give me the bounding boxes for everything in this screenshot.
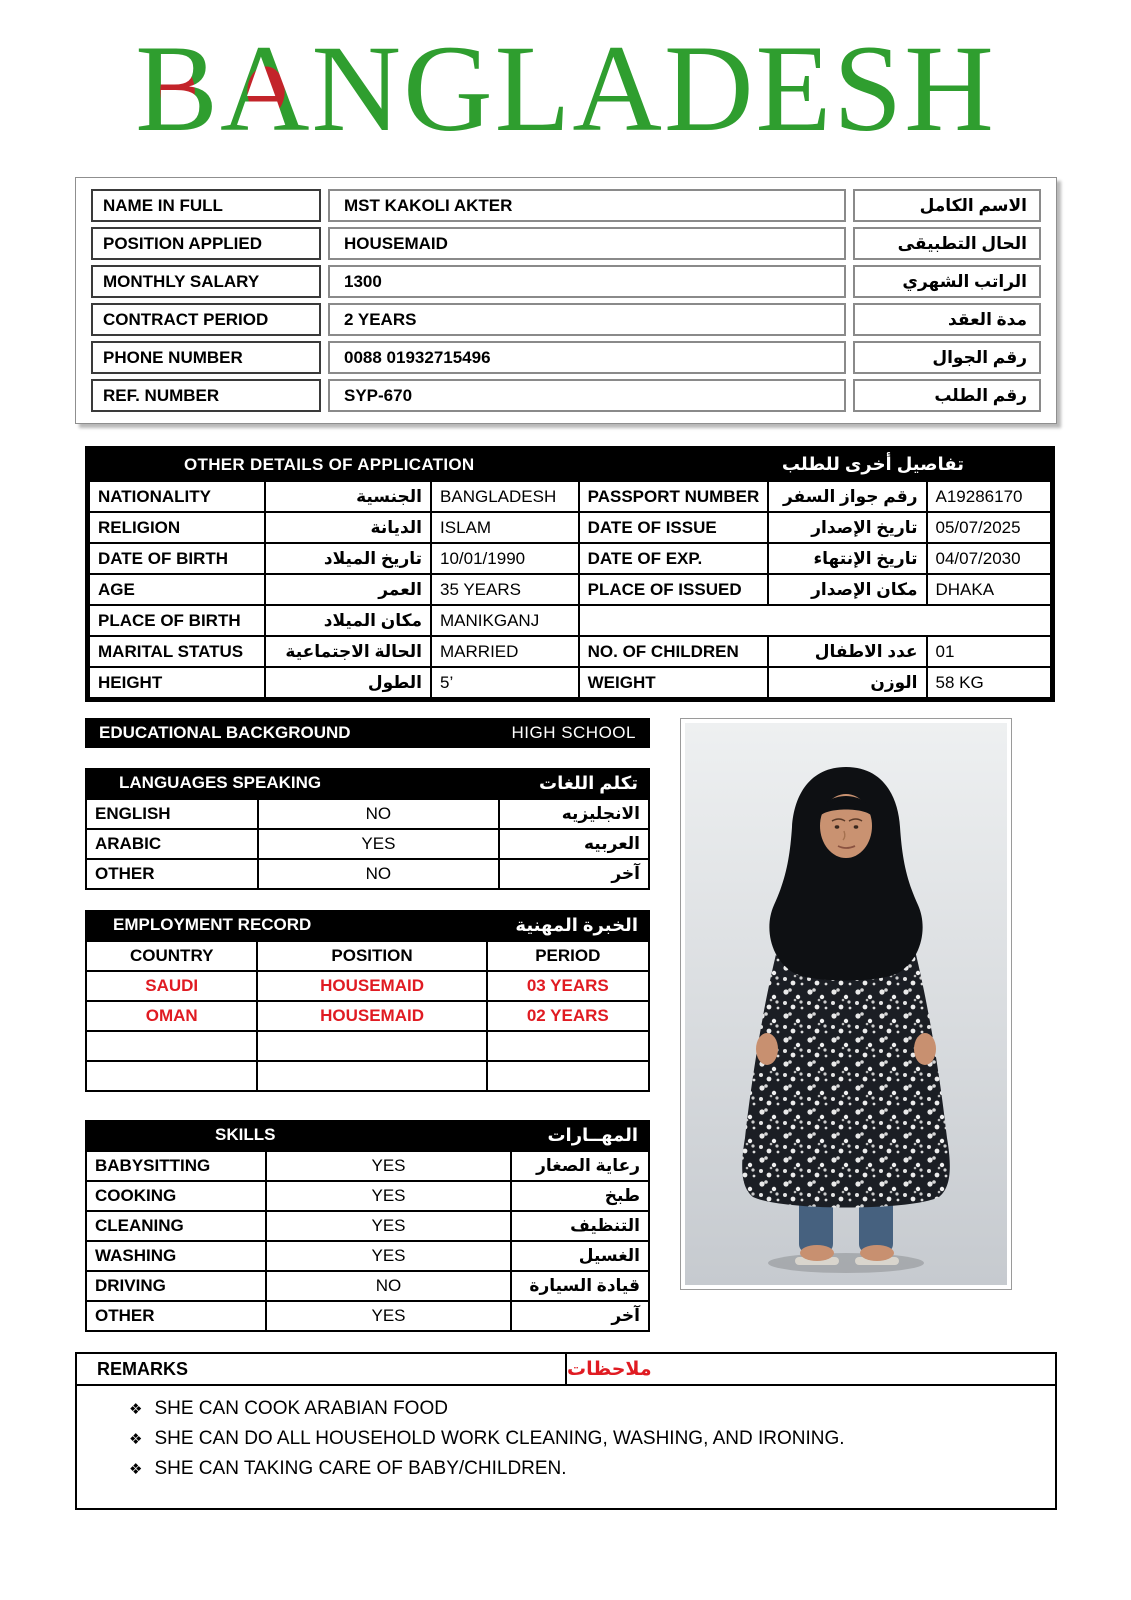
skills-table: [85, 1150, 650, 1332]
field-label-arabic: الوزن: [768, 667, 926, 698]
language-row: [86, 799, 649, 829]
field-label: CONTRACT PERIOD: [91, 303, 321, 336]
employment-period: [487, 1061, 649, 1091]
employment-row: [86, 971, 649, 1001]
employment-country: OMAN: [86, 1001, 257, 1031]
other-details-header: [88, 449, 1052, 480]
field-value: ISLAM: [431, 512, 579, 543]
title-letter: D: [663, 20, 756, 157]
skill-row: [86, 1271, 649, 1301]
field-label-arabic: الديانة: [265, 512, 431, 543]
skill-value: YES: [266, 1301, 512, 1331]
field-label: NAME IN FULL: [91, 189, 321, 222]
table-row: [89, 605, 1051, 636]
skill-label-arabic: طبخ: [511, 1181, 649, 1211]
employment-position: [257, 1031, 486, 1061]
employment-row: [86, 1031, 649, 1061]
skill-label-arabic: قيادة السيارة: [511, 1271, 649, 1301]
field-label-arabic: العمر: [265, 574, 431, 605]
field-label: PASSPORT NUMBER: [579, 481, 769, 512]
personal-info-row: [91, 265, 1041, 298]
field-label-arabic: تاريخ الإنتهاء: [768, 543, 926, 574]
field-label: PHONE NUMBER: [91, 341, 321, 374]
skill-label-arabic: رعاية الصغار: [511, 1151, 649, 1181]
employment-position: [257, 1061, 486, 1091]
table-row: [89, 636, 1051, 667]
employment-table: [85, 940, 650, 1092]
other-details-section: [85, 446, 1055, 702]
field-value: 01: [927, 636, 1052, 667]
skills-header: [85, 1120, 650, 1150]
page-title: [0, 0, 1131, 165]
field-label-arabic: الراتب الشهري: [853, 265, 1041, 298]
employment-period: 03 YEARS: [487, 971, 649, 1001]
field-label: MARITAL STATUS: [89, 636, 265, 667]
title-letter: N: [311, 20, 404, 157]
personal-info-row: [91, 379, 1041, 412]
employment-period: 02 YEARS: [487, 1001, 649, 1031]
other-details-table: [88, 480, 1052, 699]
field-label-arabic: الاسم الكامل: [853, 189, 1041, 222]
main-area: [85, 716, 1131, 1332]
title-letter: L: [494, 20, 573, 157]
skill-row: [86, 1241, 649, 1271]
field-label-arabic: عدد الاطفال: [768, 636, 926, 667]
field-label-arabic: الطول: [265, 667, 431, 698]
personal-info-row: [91, 303, 1041, 336]
table-row: [89, 512, 1051, 543]
language-value: NO: [258, 859, 500, 889]
language-row: [86, 859, 649, 889]
field-value: 05/07/2025: [927, 512, 1052, 543]
skill-value: YES: [266, 1241, 512, 1271]
empty-cell: [579, 605, 1051, 636]
field-label: AGE: [89, 574, 265, 605]
field-value: BANGLADESH: [431, 481, 579, 512]
field-value: SYP-670: [328, 379, 846, 412]
remark-text: SHE CAN DO ALL HOUSEHOLD WORK CLEANING, WASHING, AND IRONING.: [154, 1428, 845, 1449]
skill-value: NO: [266, 1271, 512, 1301]
remarks-title-arabic: ملاحظات: [565, 1354, 1055, 1384]
field-label: MONTHLY SALARY: [91, 265, 321, 298]
language-label-arabic: آخر: [499, 859, 649, 889]
language-value: YES: [258, 829, 500, 859]
applicant-photo: [685, 723, 1007, 1285]
employment-row: [86, 1001, 649, 1031]
skill-row: [86, 1151, 649, 1181]
title-letter: S: [833, 20, 905, 157]
skill-value: YES: [266, 1151, 512, 1181]
language-value: NO: [258, 799, 500, 829]
field-label: DATE OF ISSUE: [579, 512, 769, 543]
remarks-title: REMARKS: [97, 1358, 189, 1379]
employment-position: HOUSEMAID: [257, 971, 486, 1001]
photo-frame: [680, 718, 1012, 1290]
field-label: HEIGHT: [89, 667, 265, 698]
field-value: DHAKA: [927, 574, 1052, 605]
field-label: NO. OF CHILDREN: [579, 636, 769, 667]
field-label: PLACE OF ISSUED: [579, 574, 769, 605]
field-label-arabic: تاريخ الإصدار: [768, 512, 926, 543]
table-row: [89, 574, 1051, 605]
field-label: RELIGION: [89, 512, 265, 543]
field-value: 10/01/1990: [431, 543, 579, 574]
remarks-list: [77, 1386, 1055, 1508]
title-letter: B: [135, 20, 220, 157]
remark-text: SHE CAN TAKING CARE OF BABY/CHILDREN.: [154, 1458, 567, 1479]
remark-item: [129, 1428, 1035, 1450]
field-label-arabic: الحالة الاجتماعية: [265, 636, 431, 667]
skill-value: YES: [266, 1211, 512, 1241]
skill-value: YES: [266, 1181, 512, 1211]
skill-row: [86, 1211, 649, 1241]
personal-info-row: [91, 341, 1041, 374]
employment-position: HOUSEMAID: [257, 1001, 486, 1031]
employment-title: EMPLOYMENT RECORD: [113, 915, 312, 934]
column-header: POSITION: [257, 941, 486, 971]
table-row: [89, 667, 1051, 698]
skills-title: SKILLS: [215, 1125, 276, 1144]
personal-info-row: [91, 189, 1041, 222]
language-label-arabic: الانجليزيه: [499, 799, 649, 829]
field-value: HOUSEMAID: [328, 227, 846, 260]
field-label-arabic: رقم جواز السفر: [768, 481, 926, 512]
employment-header: [85, 910, 650, 940]
languages-title-arabic: تكلم اللغات: [539, 772, 638, 793]
language-label: ENGLISH: [86, 799, 258, 829]
field-label-arabic: الحال التطبيقى: [853, 227, 1041, 260]
skill-row: [86, 1301, 649, 1331]
field-value: MANIKGANJ: [431, 605, 579, 636]
field-label: PLACE OF BIRTH: [89, 605, 265, 636]
education-value: HIGH SCHOOL: [511, 723, 636, 742]
personal-info-row: [91, 227, 1041, 260]
field-label: NATIONALITY: [89, 481, 265, 512]
table-row: [89, 481, 1051, 512]
field-value: 58 KG: [927, 667, 1052, 698]
field-label-arabic: رقم الطلب: [853, 379, 1041, 412]
remarks-header: [77, 1354, 1055, 1386]
employment-country: [86, 1061, 257, 1091]
employment-row: [86, 1061, 649, 1091]
field-value: MARRIED: [431, 636, 579, 667]
table-row: [89, 543, 1051, 574]
education-header: [85, 718, 650, 748]
language-row: [86, 829, 649, 859]
skill-row: [86, 1181, 649, 1211]
diamond-bullet-icon: ❖: [129, 1461, 143, 1478]
field-value: 0088 01932715496: [328, 341, 846, 374]
field-value: MST KAKOLI AKTER: [328, 189, 846, 222]
employment-period: [487, 1031, 649, 1061]
employment-country: SAUDI: [86, 971, 257, 1001]
languages-header: [85, 768, 650, 798]
column-header: COUNTRY: [86, 941, 257, 971]
field-label: DATE OF EXP.: [579, 543, 769, 574]
skills-title-arabic: المهــارات: [547, 1124, 638, 1145]
skill-label: COOKING: [86, 1181, 266, 1211]
field-value: 35 YEARS: [431, 574, 579, 605]
skill-label: WASHING: [86, 1241, 266, 1271]
title-letter: A: [219, 20, 312, 157]
diamond-bullet-icon: ❖: [129, 1401, 143, 1418]
field-label-arabic: مكان الميلاد: [265, 605, 431, 636]
other-details-title-arabic: تفاصيل أخرى للطلب: [781, 454, 964, 474]
remark-text: SHE CAN COOK ARABIAN FOOD: [154, 1398, 448, 1419]
remark-item: [129, 1398, 1035, 1420]
field-label: WEIGHT: [579, 667, 769, 698]
language-label-arabic: العربيه: [499, 829, 649, 859]
field-value: 1300: [328, 265, 846, 298]
skill-label: OTHER: [86, 1301, 266, 1331]
field-label-arabic: الجنسية: [265, 481, 431, 512]
skills-section: [85, 1120, 650, 1332]
employment-title-arabic: الخبرة المهنية: [515, 914, 638, 935]
skill-label-arabic: التنظيف: [511, 1211, 649, 1241]
left-column: [85, 716, 650, 1332]
column-header: PERIOD: [487, 941, 649, 971]
field-value: 5’: [431, 667, 579, 698]
field-value: 04/07/2030: [927, 543, 1052, 574]
other-details-title: OTHER DETAILS OF APPLICATION: [184, 454, 475, 474]
languages-section: [85, 768, 650, 890]
remarks-section: [75, 1352, 1057, 1510]
employment-country: [86, 1031, 257, 1061]
field-label-arabic: تاريخ الميلاد: [265, 543, 431, 574]
employment-section: [85, 910, 650, 1092]
skill-label-arabic: الغسيل: [511, 1241, 649, 1271]
title-letter: E: [755, 20, 834, 157]
field-value: 2 YEARS: [328, 303, 846, 336]
language-label: ARABIC: [86, 829, 258, 859]
field-label-arabic: مدة العقد: [853, 303, 1041, 336]
diamond-bullet-icon: ❖: [129, 1431, 143, 1448]
personal-info-table: [75, 177, 1057, 424]
remark-item: [129, 1458, 1035, 1480]
title-letter: A: [572, 20, 664, 157]
field-label-arabic: رقم الجوال: [853, 341, 1041, 374]
skill-label: CLEANING: [86, 1211, 266, 1241]
field-label: REF. NUMBER: [91, 379, 321, 412]
education-title: EDUCATIONAL BACKGROUND: [99, 723, 351, 742]
skill-label-arabic: آخر: [511, 1301, 649, 1331]
field-label: POSITION APPLIED: [91, 227, 321, 260]
field-label: DATE OF BIRTH: [89, 543, 265, 574]
skill-label: DRIVING: [86, 1271, 266, 1301]
title-letter: H: [904, 20, 996, 157]
title-letter: G: [403, 20, 495, 157]
languages-title: LANGUAGES SPEAKING: [119, 773, 322, 792]
skill-label: BABYSITTING: [86, 1151, 266, 1181]
employment-columns-row: [86, 941, 649, 971]
field-label-arabic: مكان الإصدار: [768, 574, 926, 605]
languages-table: [85, 798, 650, 890]
language-label: OTHER: [86, 859, 258, 889]
field-value: A19286170: [927, 481, 1052, 512]
